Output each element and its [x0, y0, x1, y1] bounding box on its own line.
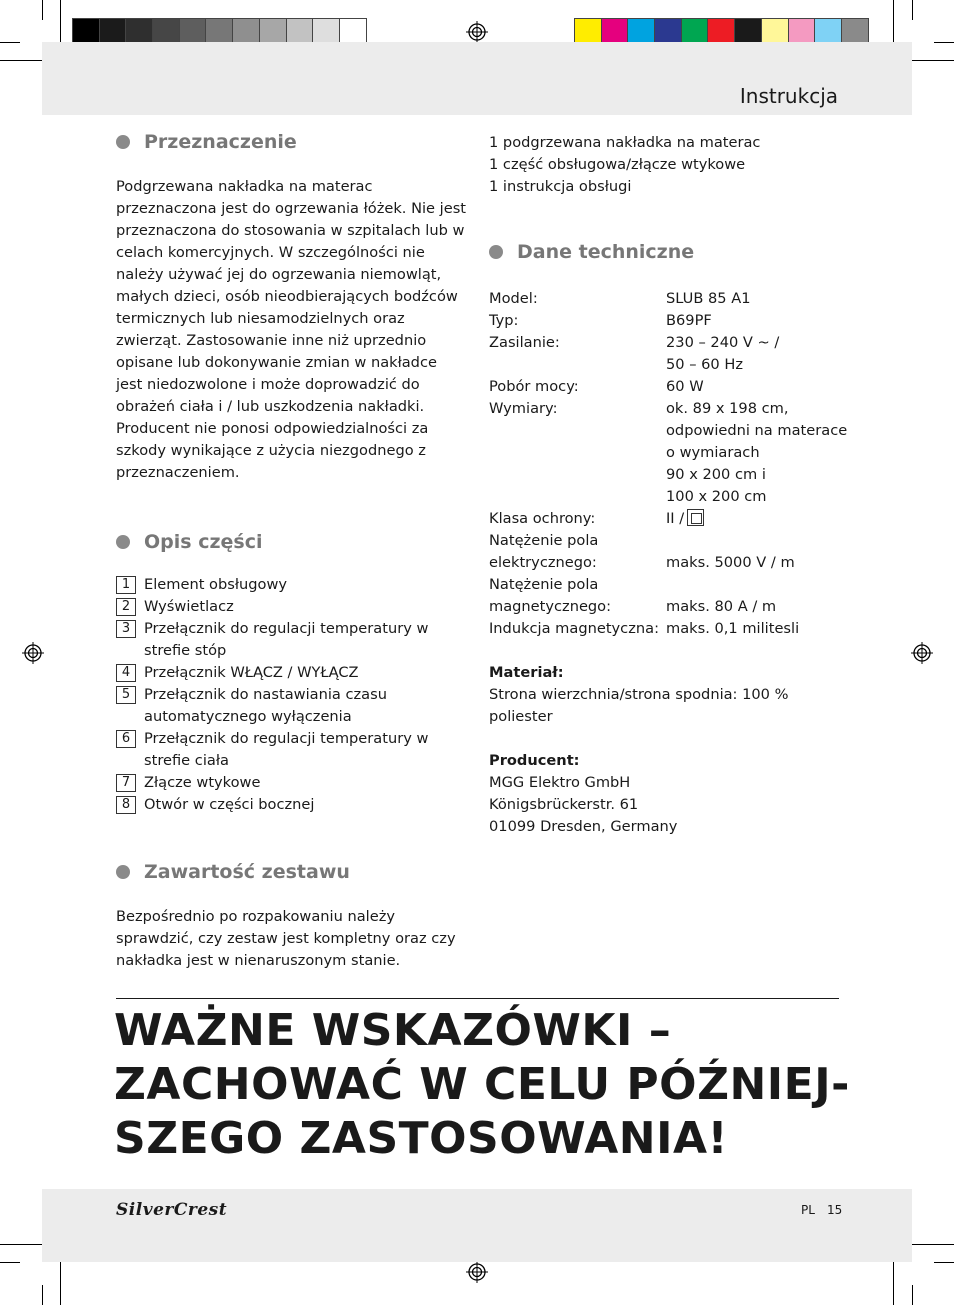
section-heading-specs [489, 238, 849, 266]
spec-value: maks. 0,1 militesli [666, 620, 800, 637]
registration-mark-icon [911, 642, 933, 664]
spec-value [666, 508, 849, 530]
spec-row [489, 398, 849, 420]
spec-value: SLUB 85 A1 [666, 290, 751, 307]
spec-value [666, 530, 849, 552]
part-label: Otwór w części bocznej [144, 796, 315, 813]
list-item [116, 684, 466, 728]
spec-value: B69PF [666, 312, 712, 329]
part-label: Przełącznik WŁĄCZ / WYŁĄCZ [144, 664, 359, 681]
part-label: Przełącznik do regulacji temperatury w strefie ciała [144, 730, 429, 769]
spec-label: Zasilanie: [489, 334, 560, 351]
producer-street: Königsbrückerstr. 61 [489, 796, 639, 813]
contents-paragraph: Bezpośrednio po rozpakowaniu należy sprawdzić, czy zestaw jest kompletny oraz czy nakładka jest w nienaruszonym stanie. [116, 908, 456, 969]
registration-mark-icon [22, 642, 44, 664]
spec-row [489, 420, 849, 442]
part-number: 4 [116, 664, 136, 682]
spec-value: maks. 5000 V / m [666, 554, 795, 571]
spec-label: Model: [489, 290, 538, 307]
spec-label: magnetycznego: [489, 598, 612, 615]
spec-label: Typ: [489, 312, 519, 329]
crop-mark [912, 1244, 954, 1245]
spec-value: 90 x 200 cm i [666, 466, 766, 483]
page-number: 15 [827, 1203, 843, 1217]
headline-line: ZACHOWAĆ W CELU PÓŹNIEJ- [114, 1059, 850, 1110]
spec-label: Wymiary: [489, 400, 558, 417]
crop-mark [42, 0, 43, 20]
material-label: Materiał: [489, 664, 564, 681]
producer-city: 01099 Dresden, Germany [489, 818, 678, 835]
spec-value: 100 x 200 cm [666, 488, 767, 505]
contents-item: 1 część obsługowa/złącze wtykowe [489, 156, 746, 173]
crop-mark [0, 1244, 42, 1245]
part-label: Wyświetlacz [144, 598, 234, 615]
bullet-icon [116, 135, 130, 149]
crop-mark [60, 0, 61, 42]
spec-label: elektrycznego: [489, 554, 597, 571]
crop-mark [912, 60, 954, 61]
list-item [116, 728, 466, 772]
list-item [116, 794, 466, 816]
headline-line: WAŻNE WSKAZÓWKI – [114, 1005, 672, 1056]
spec-row [489, 376, 849, 398]
crop-mark [0, 60, 42, 61]
contents-item: 1 podgrzewana nakładka na materac [489, 134, 761, 151]
spec-row [489, 332, 849, 354]
spec-value: 60 W [666, 378, 704, 395]
crop-mark [60, 1262, 61, 1305]
spec-row [489, 486, 849, 508]
bullet-icon [489, 245, 503, 259]
spec-value: odpowiedni na materace [666, 422, 848, 439]
protection-class-text: II / [666, 510, 685, 527]
section-heading-contents [116, 858, 466, 886]
spec-label [489, 464, 666, 486]
section-heading-text: Opis części [144, 531, 263, 553]
spec-label: Indukcja magnetyczna: [489, 620, 659, 637]
spec-row [489, 508, 849, 530]
headline-line: SZEGO ZASTOSOWANIA! [114, 1113, 729, 1164]
spec-label: Natężenie pola [489, 576, 599, 593]
producer-label: Producent: [489, 752, 580, 769]
headline-rule [116, 998, 839, 999]
spec-value: maks. 80 A / m [666, 598, 777, 615]
spec-label [489, 354, 666, 376]
crop-mark [934, 42, 954, 43]
spec-value: 230 – 240 V ~ / [666, 334, 780, 351]
registration-mark-icon [466, 21, 488, 43]
spec-label [489, 486, 666, 508]
section-heading-text: Dane techniczne [517, 241, 695, 263]
language-code: PL [801, 1203, 815, 1217]
part-label: Element obsługowy [144, 576, 288, 593]
contents-item: 1 instrukcja obsługi [489, 178, 632, 195]
spec-row [489, 530, 849, 552]
part-number: 2 [116, 598, 136, 616]
crop-mark [893, 1262, 894, 1305]
spec-row [489, 310, 849, 332]
spec-value: o wymiarach [666, 444, 760, 461]
list-item [116, 574, 466, 596]
spec-label: Pobór mocy: [489, 378, 579, 395]
part-number: 5 [116, 686, 136, 704]
spec-row [489, 552, 849, 574]
part-label: Przełącznik do nastawiania czasu automatycznego wyłączenia [144, 686, 387, 725]
spec-row [489, 288, 849, 310]
spec-row [489, 618, 849, 640]
spec-label [489, 420, 666, 442]
spec-row [489, 442, 849, 464]
spec-row [489, 574, 849, 596]
section-heading-text: Przeznaczenie [144, 131, 297, 153]
part-number: 3 [116, 620, 136, 638]
section-heading-purpose [116, 128, 466, 156]
spec-value [666, 574, 849, 596]
double-insulation-icon [687, 509, 704, 526]
list-item [116, 596, 466, 618]
crop-mark [893, 0, 894, 42]
silvercrest-logo: SilverCrest [116, 1200, 228, 1220]
spec-label: Klasa ochrony: [489, 510, 596, 527]
crop-mark [912, 1285, 913, 1305]
material-value: Strona wierzchnia/strona spodnia: 100 % poliester [489, 686, 789, 725]
spec-row [489, 354, 849, 376]
producer-name: MGG Elektro GmbH [489, 774, 631, 791]
purpose-paragraph: Podgrzewana nakładka na materac przeznaczona jest do ogrzewania łóżek. Nie jest przeznaczona do stosowania w szpitalach lub w celach komercyjnych. W szczególności nie należy używać jej do ogrzewania niemowląt, małych dzieci, osób nieodbierających bodźców termicznych lub niesamodzielnych oraz zwierząt. Zastosowanie inne niż uprzednio opisane lub dokonywanie zmian w nakładce jest niedozwolone i może doprowadzić do obrażeń ciała i / lub uszkodzenia nakładki. Producent nie ponosi odpowiedzialności za szkody wynikające z użycia niezgodnego z przeznaczeniem. [116, 178, 467, 481]
part-number: 7 [116, 774, 136, 792]
specs-table [489, 288, 849, 640]
section-heading-text: Zawartość zestawu [144, 861, 350, 883]
bullet-icon [116, 865, 130, 879]
registration-mark-icon [466, 1261, 488, 1283]
parts-list [116, 574, 466, 816]
important-notice-headline [114, 1004, 854, 1166]
part-number: 6 [116, 730, 136, 748]
spec-row [489, 464, 849, 486]
part-number: 8 [116, 796, 136, 814]
page-header-title: Instrukcja [739, 84, 838, 108]
list-item [116, 772, 466, 794]
list-item [116, 662, 466, 684]
crop-mark [0, 1262, 20, 1263]
spec-label: Natężenie pola [489, 532, 599, 549]
section-heading-parts [116, 528, 466, 556]
spec-row [489, 596, 849, 618]
left-column [116, 128, 466, 972]
crop-mark [0, 42, 20, 43]
spec-value: 50 – 60 Hz [666, 356, 743, 373]
crop-mark [912, 0, 913, 20]
part-number: 1 [116, 576, 136, 594]
part-label: Przełącznik do regulacji temperatury w strefie stóp [144, 620, 429, 659]
right-column [489, 132, 849, 838]
crop-mark [934, 1262, 954, 1263]
spec-value: ok. 89 x 198 cm, [666, 400, 789, 417]
bullet-icon [116, 535, 130, 549]
crop-mark [42, 1285, 43, 1305]
part-label: Złącze wtykowe [144, 774, 261, 791]
spec-label [489, 442, 666, 464]
list-item [116, 618, 466, 662]
